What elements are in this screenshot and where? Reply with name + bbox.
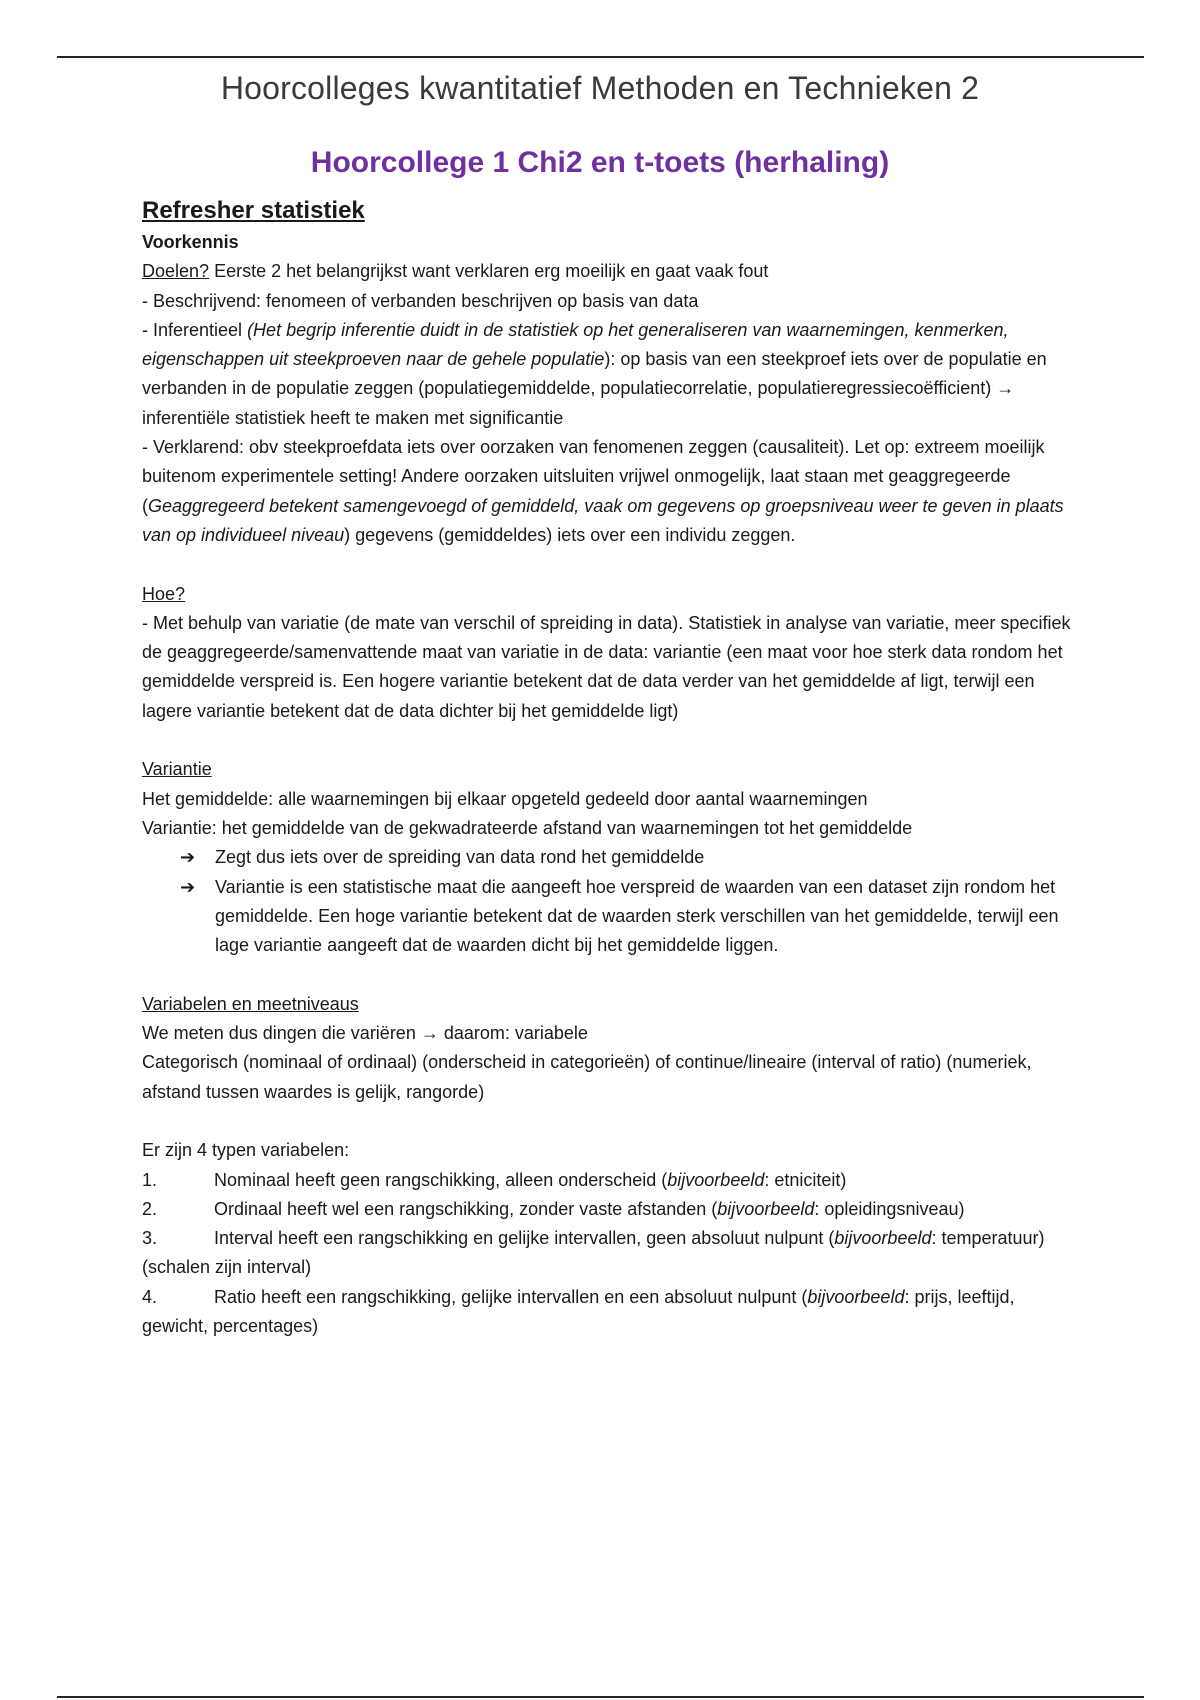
list-item [142, 873, 1082, 961]
geaggregeerd-definition: Geaggregeerd betekent samengevoegd of gemiddeld, vaak om gegevens op groepsniveau weer te geven in plaats van op individueel niveau [142, 495, 1064, 545]
example-word: bijvoorbeeld [834, 1228, 932, 1249]
typen-intro: Er zijn 4 typen variabelen: [142, 1140, 350, 1161]
list-item-text: Interval heeft een rangschikking en gelijke intervallen, geen absoluut nulpunt ( [214, 1228, 835, 1249]
verklarend-paragraph [142, 433, 1082, 550]
list-item-nominaal [142, 1166, 1082, 1195]
gemiddelde-line: Het gemiddelde: alle waarnemingen bij elkaar opgeteld gedeeld door aantal waarnemingen [142, 788, 868, 809]
variabelen-line-2: Categorisch (nominaal of ordinaal) (onderscheid in categorieën) of continue/lineaire (interval of ratio) (numeriek, afstand tussen waardes is gelijk, rangorde) [142, 1052, 1032, 1102]
list-number: 3. [142, 1228, 158, 1249]
section-subtitle: Voorkennis [142, 232, 239, 252]
list-item-text: Ordinaal heeft wel een rangschikking, zonder vaste afstanden ( [214, 1198, 718, 1219]
spacer [142, 550, 1082, 579]
list-item-ratio [142, 1283, 1082, 1342]
list-item-text: Nominaal heeft geen rangschikking, alleen onderscheid ( [214, 1169, 668, 1190]
inferentieel-label: - Inferentieel [142, 319, 248, 340]
arrow-right-icon: ➔ [180, 847, 196, 868]
list-number: 1. [142, 1169, 158, 1190]
beschrijvend-line: - Beschrijvend: fenomeen of verbanden beschrijven op basis van data [142, 290, 699, 311]
list-item [142, 843, 1082, 872]
list-item-example: : prijs, leeftijd, gewicht, percentages) [142, 1286, 1015, 1336]
variantie-definition: Variantie: het gemiddelde van de gekwadrateerde afstand van waarnemingen tot het gemiddelde [142, 817, 913, 838]
variantie-bullet-list [142, 843, 1082, 960]
verklarend-text-end: ) gegevens (gemiddeldes) iets over een individu zeggen. [344, 524, 796, 545]
inferentieel-text: ): op basis van een steekproef iets over de populatie en verbanden in de populatie zeggen (populatiegemiddelde, populatiecorrelatie, populatieregressiecoëfficient) → inferentiële statistiek heeft te maken met significantie [142, 349, 1047, 428]
example-word: bijvoorbeeld [717, 1198, 815, 1219]
spacer [142, 960, 1082, 989]
list-item-example: : etniciteit) [764, 1169, 847, 1190]
document-body [142, 194, 1082, 1341]
verklarend-text: - Verklarend: obv steekproefdata iets over oorzaken van fenomenen zeggen (causaliteit). Let op: extreem moeilijk buitenom experimentele setting! Andere oorzaken uitsluiten vrijwel onmogelijk, laat staan met geaggregeerde ( [142, 437, 1045, 516]
spacer [142, 726, 1082, 755]
header-rule [57, 56, 1144, 58]
spacer [142, 1107, 1082, 1136]
hoe-label: Hoe? [142, 583, 186, 604]
inferentieel-definition: (Het begrip inferentie duidt in de statistiek op het generaliseren van waarnemingen, kenmerken, eigenschappen uit steekproeven naar de gehele populatie [142, 319, 1009, 370]
list-item-example: : opleidingsniveau) [814, 1198, 965, 1219]
page-header: Hoorcolleges kwantitatief Methoden en Technieken 2 [220, 70, 980, 106]
hoe-paragraph: - Met behulp van variatie (de mate van verschil of spreiding in data). Statistiek in analyse van variatie, meer specifiek de geaggregeerde/samenvattende maat van variatie in de data: variantie (een maat voor hoe sterk data rondom het gemiddelde verspreid is. Een hogere variantie betekent dat de data verder van het gemiddelde af ligt, terwijl een lagere variantie betekent dat de data dichter bij het gemiddelde ligt) [142, 612, 1071, 721]
list-item-text: Variantie is een statistische maat die aangeeft hoe verspreid de waarden van een dataset zijn rondom het gemiddelde. Een hoge variantie betekent dat de waarden sterk verschillen van het gemiddelde, terwijl een lage variantie aangeeft dat de waarden dicht bij het gemiddelde liggen. [215, 876, 1059, 956]
list-item-text: Zegt dus iets over de spreiding van data rond het gemiddelde [215, 847, 705, 868]
list-item-text: Ratio heeft een rangschikking, gelijke intervallen en een absoluut nulpunt ( [214, 1286, 808, 1307]
doelen-intro: Eerste 2 het belangrijkst want verklaren erg moeilijk en gaat vaak fout [209, 261, 769, 282]
variabelen-line-1: We meten dus dingen die variëren → daarom: variabele [142, 1023, 588, 1044]
list-number: 2. [142, 1198, 158, 1219]
example-word: bijvoorbeeld [807, 1286, 905, 1307]
variabelen-label: Variabelen en meetniveaus [142, 993, 359, 1014]
example-word: bijvoorbeeld [667, 1169, 765, 1190]
list-item-example: : temperatuur) (schalen zijn interval) [142, 1228, 1045, 1278]
inferentieel-paragraph [142, 316, 1082, 433]
variantie-label: Variantie [142, 759, 212, 780]
list-item-ordinaal [142, 1195, 1082, 1224]
doelen-label: Doelen? [142, 261, 210, 282]
arrow-right-icon: ➔ [180, 876, 196, 897]
list-item-interval [142, 1224, 1082, 1283]
section-title: Refresher statistiek [142, 197, 365, 224]
lecture-title: Hoorcollege 1 Chi2 en t-toets (herhaling) [310, 146, 890, 179]
footer-rule [57, 1696, 1144, 1698]
doelen-paragraph [142, 257, 1082, 286]
list-number: 4. [142, 1286, 158, 1307]
